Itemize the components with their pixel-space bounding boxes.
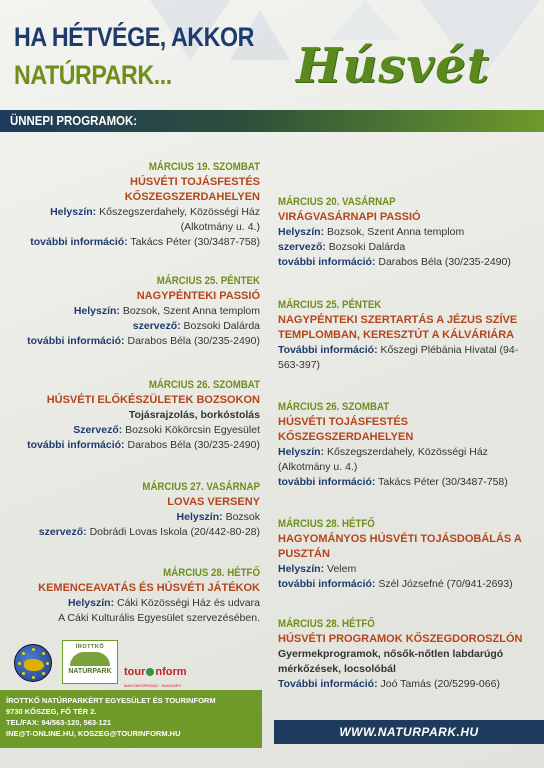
event-date: MÁRCIUS 26. SZOMBAT — [278, 401, 390, 413]
naturpark-logo-name: NATÚRPARK — [68, 668, 112, 675]
info-label: szervező: — [38, 526, 87, 538]
info-text: Kőszegszerdahely, Közösségi Ház — [99, 206, 260, 218]
info-text: Darabos Béla (30/235-2490) — [127, 335, 260, 347]
info-text: Takács Péter (30/3487-758) — [378, 476, 508, 488]
event-date: MÁRCIUS 25. PÉNTEK — [156, 275, 260, 287]
info-label: Helyszín: — [176, 511, 223, 523]
right-events-column — [278, 195, 528, 695]
info-label: További információ: — [278, 344, 378, 356]
info-text: Cáki Közösségi Ház és udvara — [117, 597, 260, 609]
event-item — [10, 274, 260, 349]
info-text: Takács Péter (30/3487-758) — [130, 236, 260, 248]
info-text: Joó Tamás (20/5299-066) — [380, 678, 500, 690]
info-text: Kőszegszerdahely, Közösségi Ház — [327, 446, 488, 458]
info-text: Bozsoki Dalárda — [183, 320, 260, 332]
logo-land-shape — [24, 659, 44, 671]
info-text: Bozsoki Kökörcsin Egyesület — [125, 424, 260, 436]
event-info — [10, 611, 260, 626]
logo-star — [46, 662, 49, 665]
logo-star — [22, 652, 25, 655]
event-item — [278, 517, 528, 592]
event-item — [10, 480, 260, 540]
event-info — [278, 240, 528, 255]
logo-star — [18, 662, 21, 665]
poster-title: Húsvét — [296, 38, 490, 94]
event-highlight: Tojásrajzolás, borkóstolás — [128, 409, 260, 421]
info-text: Kőszegi Plébánia Hivatal (94-563-397) — [278, 344, 519, 371]
event-info — [10, 423, 260, 438]
event-highlight: Gyermekprogramok, nősők-nőtlen labdarúgó mérkőzések, locsolóbál — [278, 648, 504, 675]
naturpark-logo — [62, 640, 118, 684]
event-title: VIRÁGVASÁRNAPI PASSIÓ — [278, 211, 421, 223]
info-label: további információ: — [27, 335, 125, 347]
contact-phone: TEL/FAX: 94/563-120, 563-121 — [6, 718, 112, 727]
event-info — [278, 677, 528, 692]
event-date: MÁRCIUS 19. SZOMBAT — [148, 161, 260, 173]
event-date: MÁRCIUS 28. HÉTFŐ — [163, 567, 260, 579]
info-label: Helyszín: — [278, 446, 325, 458]
event-info — [278, 445, 528, 460]
website-link[interactable]: WWW.NATURPARK.HU — [274, 720, 544, 744]
event-info — [10, 525, 260, 540]
info-label: további információ: — [27, 439, 125, 451]
info-text: Bozsok, Szent Anna templom — [122, 305, 260, 317]
contact-email: INE@T-ONLINE.HU, KOSZEG@TOURINFORM.HU — [6, 729, 181, 738]
event-info — [10, 438, 260, 453]
naturpark-logo-arc: ÍROTTKŐ — [75, 644, 105, 650]
event-title: HÚSVÉTI TOJÁSFESTÉS KŐSZEGSZERDAHELYEN — [124, 176, 260, 203]
event-title: LOVAS VERSENY — [167, 496, 260, 508]
info-text: Darabos Béla (30/235-2490) — [127, 439, 260, 451]
naturpark-logo-hill — [70, 652, 110, 666]
event-item — [10, 566, 260, 626]
info-text: (Alkotmány u. 4.) — [278, 461, 358, 473]
event-date: MÁRCIUS 27. VASÁRNAP — [142, 481, 260, 493]
tourinform-logo — [124, 662, 192, 688]
logo-star — [22, 672, 25, 675]
event-item — [278, 298, 528, 373]
event-date: MÁRCIUS 26. SZOMBAT — [148, 379, 260, 391]
event-title: HÚSVÉTI TOJÁSFESTÉS KŐSZEGSZERDAHELYEN — [278, 416, 414, 443]
event-title: NAGYPÉNTEKI SZERTARTÁS A JÉZUS SZÍVE TEMPLOMBAN, KERESZTÚT A KÁLVÁRIÁRA — [278, 314, 518, 341]
event-item — [278, 400, 528, 490]
event-info — [278, 460, 528, 475]
headline-line2: NATÚRPARK... — [14, 60, 172, 90]
info-label: további információ: — [278, 476, 376, 488]
event-item — [10, 160, 260, 250]
tourinform-logo-sub: MAGYARORSZÁG · HUNGARY — [124, 683, 182, 688]
info-label: További információ: — [278, 678, 378, 690]
info-text: Bozsok — [225, 511, 260, 523]
info-label: Helyszín: — [73, 305, 120, 317]
info-label: Helyszín: — [67, 597, 115, 609]
event-item — [278, 617, 528, 692]
info-text: A Cáki Kulturális Egyesület szervezésében. — [58, 612, 260, 624]
section-band — [0, 110, 544, 132]
event-info — [10, 220, 260, 235]
event-info — [10, 205, 260, 220]
info-label: Szervező: — [73, 424, 123, 436]
tourinform-logo-a: tour — [124, 666, 146, 678]
event-info — [10, 510, 260, 525]
contact-org: ÍROTTKŐ NATÚRPARKÉRT EGYESÜLET ÉS TOURINFORM — [6, 696, 216, 705]
event-info — [278, 475, 528, 490]
info-label: szervező: — [278, 241, 326, 253]
event-title: KEMENCEAVATÁS ÉS HÚSVÉTI JÁTÉKOK — [38, 582, 260, 594]
event-item — [278, 195, 528, 270]
event-info — [278, 343, 528, 373]
logo-star — [42, 652, 45, 655]
event-date: MÁRCIUS 28. HÉTFŐ — [278, 518, 375, 530]
eu-globe-logo — [14, 644, 52, 682]
event-title: HÚSVÉTI ELŐKÉSZÜLETEK BOZSOKON — [46, 394, 260, 406]
headline-line1: HA HÉTVÉGE, AKKOR — [14, 22, 254, 52]
info-label: szervező: — [132, 320, 181, 332]
event-title: HÚSVÉTI PROGRAMOK KŐSZEGDOROSZLÓN — [278, 633, 523, 645]
event-title: NAGYPÉNTEKI PASSIÓ — [136, 290, 260, 302]
tourinform-logo-b: nform — [155, 666, 187, 678]
event-date: MÁRCIUS 25. PÉNTEK — [278, 299, 382, 311]
info-text: Velem — [327, 563, 357, 575]
event-info — [10, 596, 260, 611]
event-info — [278, 577, 528, 592]
tourinform-dot-icon — [146, 668, 154, 676]
event-title: HAGYOMÁNYOS HÚSVÉTI TOJÁSDOBÁLÁS A PUSZTÁN — [278, 533, 522, 560]
event-info — [10, 235, 260, 250]
info-label: Helyszín: — [278, 226, 325, 238]
event-info — [278, 255, 528, 270]
logo-star — [42, 672, 45, 675]
logo-star — [32, 676, 35, 679]
event-info — [278, 562, 528, 577]
contact-box — [0, 690, 262, 748]
info-label: további információ: — [278, 578, 376, 590]
info-label: további információ: — [278, 256, 376, 268]
event-info — [10, 319, 260, 334]
info-text: Bozsok, Szent Anna templom — [327, 226, 465, 238]
info-label: további információ: — [30, 236, 128, 248]
info-text: Darabos Béla (30/235-2490) — [378, 256, 511, 268]
info-label: Helyszín: — [50, 206, 97, 218]
info-text: Dobrádi Lovas Iskola (20/442-80-28) — [89, 526, 260, 538]
event-info — [10, 334, 260, 349]
event-info — [278, 225, 528, 240]
contact-address: 9730 KŐSZEG, FŐ TÉR 2. — [6, 707, 97, 716]
event-item — [10, 378, 260, 453]
info-label: Helyszín: — [278, 563, 325, 575]
info-text: (Alkotmány u. 4.) — [180, 221, 260, 233]
event-date: MÁRCIUS 20. VASÁRNAP — [278, 196, 396, 208]
left-events-column — [10, 160, 260, 630]
event-info — [10, 304, 260, 319]
info-text: Bozsoki Dalárda — [328, 241, 406, 253]
info-text: Szél Józsefné (70/941-2693) — [378, 578, 513, 590]
logo-star — [32, 648, 35, 651]
decor-shard — [330, 0, 400, 40]
section-title: ÜNNEPI PROGRAMOK: — [10, 113, 138, 128]
event-date: MÁRCIUS 28. HÉTFŐ — [278, 618, 375, 630]
